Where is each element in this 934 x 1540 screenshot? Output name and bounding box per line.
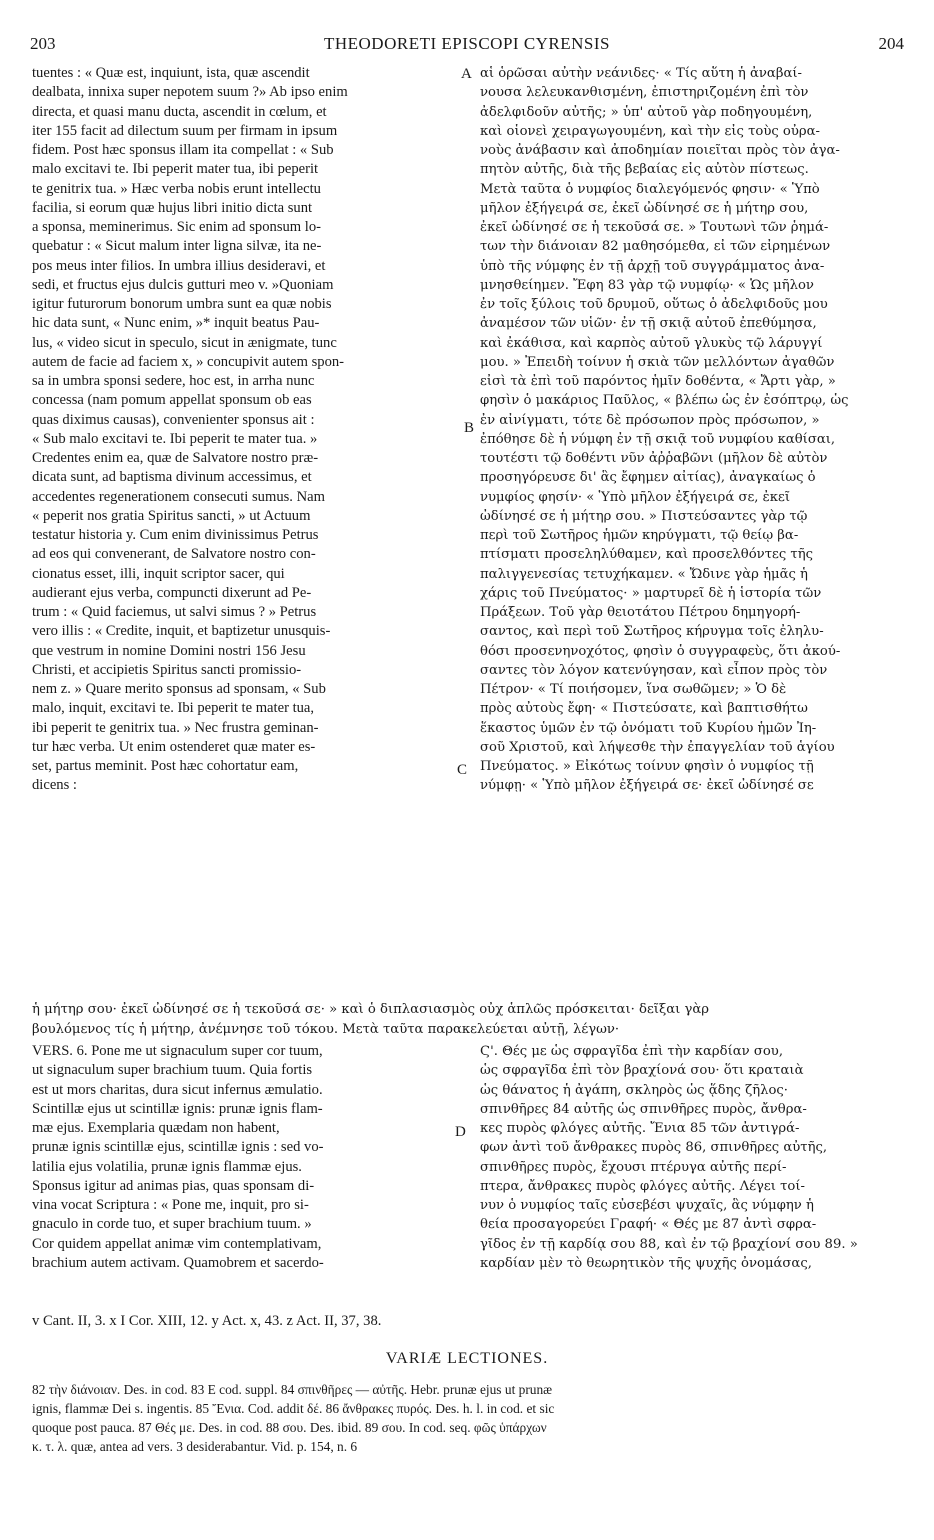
text-line: igitur futurorum bonorum umbra sunt ea quæ nobis	[32, 296, 332, 312]
text-line: φησὶν ὁ μακάριος Παῦλος, « βλέπω ὡς ἐν ἐσόπτρῳ, ὡς	[480, 393, 849, 409]
text-line: Christi, et accipietis Spiritus sancti promissio-	[32, 661, 302, 678]
text-line: quas diximus causas), convenienter sponsus ait :	[32, 411, 315, 428]
text-line: ὡς σφραγῖδα ἐπὶ τὸν βραχίονά σου· ὅτι κραταιὰ	[480, 1063, 804, 1079]
text-line: μου. » Ἐπειδὴ τοίνυν ἡ σκιὰ τῶν μελλόντων ἀγαθῶν	[480, 354, 835, 370]
section-marker-d: D	[455, 1124, 466, 1140]
text-line: « peperit nos gratia Spiritus sancti, » ut Actuum	[32, 507, 311, 524]
text-line: brachium autem activam. Quamobrem et sacerdo-	[32, 1254, 324, 1271]
scripture-footnotes: v Cant. II, 3. x I Cor. XIII, 12. y Act. x, 43. z Act. II, 37, 38.	[32, 1313, 382, 1329]
text-line: ignis, flammæ Dei s. ingentis. 85 Ἔνια. Cod. addit δέ. 86 ἄνθρακες πυρός. Des. h. l. in cod. et sic	[32, 1401, 555, 1416]
text-line: μνησθείημεν. Ἔφη 83 γὰρ τῷ νυμφίῳ· « Ὡς μῆλον	[480, 277, 814, 293]
text-line: καὶ οἱονεὶ χειραγωγουμένη, καὶ τὴν εἰς τοὺς οὐρα-	[480, 123, 820, 139]
text-line: tuentes : « Quæ est, inquiunt, ista, quæ ascendit	[32, 65, 310, 81]
text-line: prunæ ignis scintillæ ejus, scintillæ ignis : sed vo-	[32, 1139, 324, 1156]
text-line: γῖδος ἐν τῇ καρδίᾳ σου 88, καὶ ἐν τῷ βραχίονί σου 89. »	[480, 1236, 858, 1252]
text-line: Πνεύματος. » Εἰκότως τοίνυν φησὶν ὁ νυμφίος τῇ	[480, 759, 814, 774]
text-line: Ϛ'. Θές με ὡς σφραγῖδα ἐπὶ τὴν καρδίαν σου,	[480, 1044, 784, 1059]
text-line: σπινθῆρες πυρὸς, ἔχουσι πτέρυγα αὐτῆς περί-	[480, 1159, 787, 1175]
latin-column-verse-6	[32, 1042, 457, 1273]
text-line: set, partus meminit. Post hæc cohortatur eam,	[32, 758, 299, 774]
text-line: σαντες τὸν λόγον κατενύγησαν, καὶ εἶπον πρὸς τὸν	[480, 662, 828, 678]
text-line: φων ἀντὶ τοῦ ἄνθρακες πυρὸς 86, σπινθῆρες αὐτῆς,	[480, 1140, 828, 1156]
text-line: accedentes regenerationem consecuti sumus. Nam	[32, 488, 325, 505]
text-line: ibi peperit te genitrix tua. » Nec frustra geminan-	[32, 719, 319, 736]
text-line: ἡ μήτηρ σου· ἐκεῖ ὠδίνησέ σε ἡ τεκοῦσά σε· » καὶ ὁ διπλασιασμὸς οὐχ ἁπλῶς πρόσκειται· δεῖξαι γὰρ	[32, 1002, 710, 1017]
text-line: pos meus inter filios. In umbra illius desideravi, et	[32, 257, 326, 274]
text-line: σαντος, καὶ περὶ τοῦ Σωτῆρος κήρυγμα τοῖς ἐληλυ-	[480, 624, 824, 640]
text-line: Μετὰ ταῦτα ὁ νυμφίος διαλεγόμενός φησιν· « Ὑπὸ	[480, 181, 820, 197]
text-line: trum : « Quid faciemus, ut salvi simus ? » Petrus	[32, 604, 317, 620]
text-line: quoque post pauca. 87 Θές με. Des. in cod. 88 σου. Des. ibid. 89 σου. In cod. seq. φῶς ὑπάρχων	[32, 1420, 547, 1435]
text-line: 82 τὴν διάνοιαν. Des. in cod. 83 E cod. suppl. 84 σπινθῆρες — αὐτῆς. Hebr. prunæ ejus ut prunæ	[32, 1382, 553, 1397]
running-header	[30, 34, 904, 58]
text-line: ἐν αἰνίγματι, τότε δὲ πρόσωπον πρὸς πρόσωπον, »	[480, 412, 820, 428]
text-line: sedi, et fructus ejus dulcis gutturi meo v. »Quoniam	[32, 276, 334, 293]
text-line: te genitrix tua. » Hæc verba nobis erunt intellectu	[32, 180, 321, 197]
text-line: θεία προσαγορεύει Γραφή· « Θές με 87 ἀντὶ σφρα-	[480, 1217, 817, 1233]
text-line: vina vocat Scriptura : « Pone me, inquit, pro si-	[32, 1197, 309, 1213]
full-width-greek	[32, 1000, 904, 1039]
text-line: tur hæc verba. Ut enim ostenderet quæ mater es-	[32, 738, 316, 755]
text-line: εἰσὶ τὰ ἐπὶ τοῦ παρόντος ἡμῖν δοθέντα, « Ἄρτι γὰρ, »	[480, 374, 836, 389]
text-line: σοῦ Χριστοῦ, καὶ λήψεσθε τὴν ἐπαγγελίαν τοῦ ἁγίου	[480, 739, 835, 755]
text-line: νοὺς ἀνάβασιν καὶ ἀποδημίαν ποιεῖται πρὸς τὸν ἀγα-	[480, 143, 840, 158]
text-line: μῆλον ἐξήγειρά σε, ἐκεῖ ὠδίνησέ σε ἡ μήτηρ σου,	[480, 200, 809, 216]
text-line: sa in umbra sponsi sedere, hoc est, in arrha nunc	[32, 373, 315, 389]
text-line: πητὸν αὐτῆς, διὰ τῆς βεβαίας εἰς αὐτὸν πίστεως.	[480, 162, 809, 178]
text-line: ἐπόθησε δὲ ἡ νύμφη ἐν τῇ σκιᾷ τοῦ νυμφίου καθίσαι,	[480, 431, 836, 447]
text-line: VERS. 6. Pone me ut signaculum super cor tuum,	[32, 1043, 323, 1059]
latin-column	[32, 64, 457, 796]
text-line: ἀδελφιδοῦν αὐτῆς; » ὑπ' αὐτοῦ γὰρ ποδηγουμένη,	[480, 104, 813, 120]
text-line: Sponsus igitur ad animas pias, quas sponsam di-	[32, 1177, 315, 1194]
text-line: autem de facie ad faciem x, » concupivit autem spon-	[32, 353, 345, 370]
text-line: vero illis : « Credite, inquit, et baptizetur unusquis-	[32, 623, 331, 640]
text-line: concessa (nam pomum appellat sponsum ob eas	[32, 392, 312, 409]
text-line: malo excitavi te. Ibi peperit mater tua, ibi peperit	[32, 161, 319, 178]
text-line: Cor quidem appellat animæ vim contemplativam,	[32, 1235, 322, 1252]
text-line: ἀναμέσον τῶν υἱῶν· ἐν τῇ σκιᾷ αὐτοῦ ἐπεθύμησα,	[480, 316, 817, 332]
text-line: directa, et quasi manu ducta, ascendit in cœlum, et	[32, 103, 327, 120]
text-line: « Sub malo excitavi te. Ibi peperit te mater tua. »	[32, 430, 318, 447]
text-line: hic data sunt, « Nunc enim, »* inquit beatus Pau-	[32, 315, 320, 332]
variae-lectiones	[32, 1380, 904, 1456]
text-line: τουτέστι τῷ δοθέντι νῦν ἀῤῥαβῶνι (μῆλον δὲ αὐτὸν	[480, 451, 828, 466]
text-line: καὶ ἐκάθισα, καὶ καρπὸς αὐτοῦ γλυκὺς τῷ λάρυγγί	[480, 335, 823, 351]
text-line: ad eos qui convenerant, de Salvatore nostro con-	[32, 546, 316, 563]
text-line: ὠδίνησέ σε ἡ μήτηρ σου. » Πιστεύσαντες γὰρ τῷ	[480, 508, 808, 524]
text-line: fidem. Post hæc sponsus illam ita compellat : « Sub	[32, 142, 334, 158]
section-marker-b: B	[464, 420, 475, 436]
greek-column-verse-6	[480, 1042, 904, 1273]
text-line: βουλόμενος τίς ἡ μήτηρ, ἀνέμνησε τοῦ τόκου. Μετὰ ταῦτα παρακελεύεται αὐτῇ, λέγων·	[32, 1021, 620, 1037]
text-line: νυν ὁ νυμφίος ταῖς εὐσεβέσι ψυχαῖς, ἃς νύμφην ἡ	[480, 1198, 814, 1213]
text-line: κες πυρὸς φλόγες αὐτῆς. Ἔνια 85 τῶν ἀντιγρά-	[480, 1121, 800, 1136]
text-line: audierant ejus verba, compuncti dixerunt ad Pe-	[32, 584, 312, 601]
text-line: mæ ejus. Exemplaria quædam non habent,	[32, 1120, 280, 1136]
text-line: κ. τ. λ. quæ, antea ad vers. 3 desiderabantur. Vid. p. 154, n. 6	[32, 1439, 358, 1454]
text-line: ἐκεῖ ὠδίνησέ σε ἡ τεκοῦσά σε. » Τουτωνὶ τῶν ῥημά-	[480, 220, 829, 235]
text-line: iter 155 facit ad dilectum suum per firmam in ipsum	[32, 122, 338, 139]
text-line: ἕκαστος ὑμῶν ἐν τῷ ὀνόματι τοῦ Κυρίου ἡμῶν Ἰη-	[480, 720, 817, 736]
text-line: malo, inquit, excitavi te. Ibi peperit te mater tua,	[32, 700, 315, 717]
text-line: a sponsa, meminerimus. Sic enim ad sponsum lo-	[32, 219, 322, 235]
greek-column	[480, 64, 904, 796]
text-line: χάρις τοῦ Πνεύματος· » μαρτυρεῖ δὲ ἡ ἱστορία τῶν	[480, 585, 822, 601]
running-title: THEODORETI EPISCOPI CYRENSIS	[323, 34, 611, 53]
text-line: lus, « video sicut in speculo, sicut in ænigmate, tunc	[32, 334, 337, 351]
text-line: latilia ejus volatilia, prunæ ignis flammæ ejus.	[32, 1158, 302, 1175]
page-number-right: 204	[878, 34, 904, 53]
text-line: nem z. » Quare merito sponsus ad sponsam, « Sub	[32, 681, 326, 697]
text-line: περὶ τοῦ Σωτῆρος ἡμῶν κηρύγματι, τῷ θείῳ βα-	[480, 528, 799, 543]
text-line: que vestrum in nomine Domini nostri 156 Jesu	[32, 642, 306, 659]
text-line: ut signaculum super brachium tuum. Quia fortis	[32, 1062, 313, 1079]
text-line: νύμφῃ· « Ὑπὸ μῆλον ἐξήγειρά σε· ἐκεῖ ὠδίνησέ σε	[480, 778, 814, 794]
text-line: facilia, si eorum quæ hujus libri initio dicta sunt	[32, 199, 313, 216]
text-line: καρδίαν μὲν τὸ θεωρητικὸν τῆς ψυχῆς ὀνομάσας,	[480, 1255, 812, 1271]
text-line: dicata sunt, ad baptisma divinum accessimus, et	[32, 469, 312, 486]
text-line: ὑπὸ τῆς νύμφης ἐν τῇ ἀρχῇ τοῦ συγγράμματος ἀνα-	[480, 258, 825, 274]
text-line: dicens :	[32, 777, 77, 794]
text-line: των τὴν διάνοιαν 82 μαθησόμεθα, εἰ τῶν εἰρημένων	[480, 239, 831, 255]
text-line: σπινθῆρες 84 αὐτῆς ὡς σπινθῆρες πυρὸς, ἄνθρα-	[480, 1101, 807, 1117]
text-line: πτερα, ἄνθρακες πυρὸς φλόγες αὐτῆς. Λέγει τοί-	[480, 1178, 805, 1194]
text-line: Πέτρον· « Τί ποιήσομεν, ἵνα σωθῶμεν; » Ὁ δὲ	[480, 682, 787, 697]
text-line: νουσα λελευκανθισμένη, ἐπιστηριζομένη ἐπὶ τὸν	[480, 85, 809, 101]
text-line: ὡς θάνατος ἡ ἀγάπη, σκληρὸς ὡς ᾅδης ζῆλος·	[480, 1082, 789, 1098]
text-line: quebatur : « Sicut malum inter ligna silvæ, ita ne-	[32, 238, 322, 255]
page-number-left: 203	[30, 34, 56, 53]
text-line: προσηγόρευσε δι' ἃς ἔφημεν αἰτίας), ἀναγκαίως ὁ	[480, 470, 816, 486]
text-line: νυμφίος φησίν· « Ὑπὸ μῆλον ἐξήγειρά σε, ἐκεῖ	[480, 489, 791, 505]
text-line: dealbata, innixa super nepotem suum ?» Ab ipso enim	[32, 84, 348, 101]
variae-lectiones-title: VARIÆ LECTIONES.	[385, 1350, 549, 1367]
text-line: θόσι προσενηνοχότος, φησὶν ὁ συγγραφεὺς, ὅτι ἀκού-	[480, 643, 841, 659]
text-line: est ut mors charitas, dura sicut infernus æmulatio.	[32, 1081, 323, 1098]
text-line: cionatus esset, illi, inquit scriptor sacer, qui	[32, 565, 285, 582]
text-line: Scintillæ ejus ut scintillæ ignis: prunæ ignis flam-	[32, 1100, 323, 1117]
text-line: αἱ ὁρῶσαι αὐτὴν νεάνιδες· « Τίς αὕτη ἡ ἀναβαί-	[480, 66, 802, 81]
text-line: testatur historia y. Cum enim divinissimus Petrus	[32, 527, 319, 543]
text-line: παλιγγενεσίας τετυχήκαμεν. « Ὤδινε γὰρ ἡμᾶς ἡ	[480, 566, 808, 582]
text-line: gnaculo in corde tuo, et super brachium tuum. »	[32, 1216, 312, 1233]
text-line: πτίσματι προσεληλύθαμεν, καὶ προσελθόντες τῆς	[480, 547, 813, 563]
section-marker-c: C	[457, 762, 468, 778]
text-line: Πράξεων. Τοῦ γὰρ θειοτάτου Πέτρου δημηγορή-	[480, 605, 801, 620]
text-line: Credentes enim ea, quæ de Salvatore nostro præ-	[32, 450, 319, 466]
section-marker-a: A	[461, 66, 472, 82]
text-line: πρὸς αὐτοὺς ἔφη· « Πιστεύσατε, καὶ βαπτισθήτω	[480, 701, 808, 717]
text-line: ἐν τοῖς ξύλοις τοῦ δρυμοῦ, οὕτως ὁ ἀδελφιδοῦς μου	[480, 297, 828, 312]
